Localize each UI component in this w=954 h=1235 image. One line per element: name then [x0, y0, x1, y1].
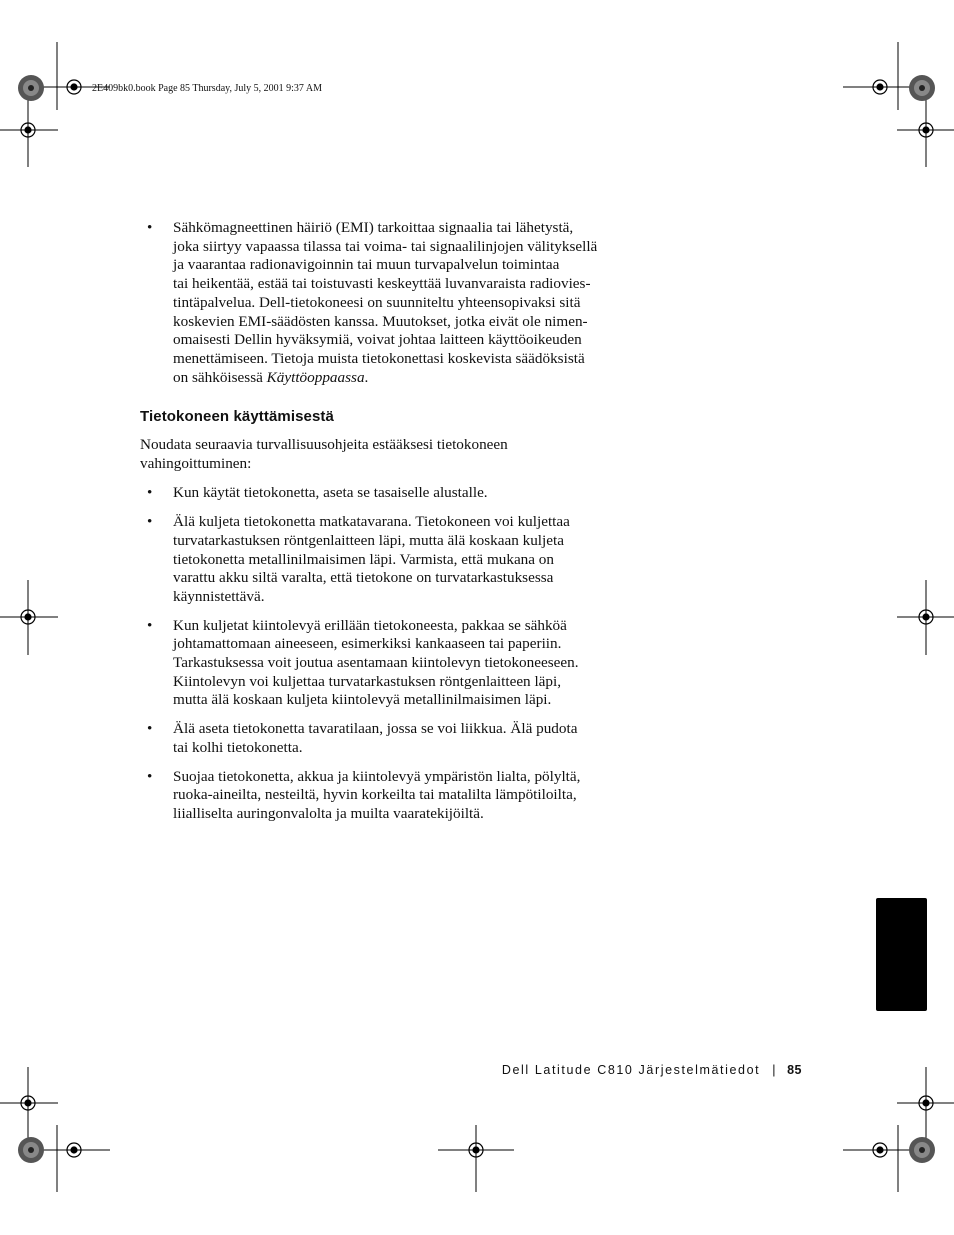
- list-item: [140, 219, 620, 387]
- chapter-tab: [876, 898, 927, 1011]
- list-item: • Älä aseta tietokonetta tavaratilaan, jossa se voi liikkua. Älä pudota tai kolhi tietokonetta.: [140, 720, 620, 757]
- emi-list: [140, 219, 620, 387]
- safety-list: [140, 484, 620, 823]
- section-heading: Tietokoneen käyttämisestä: [140, 408, 334, 426]
- emi-text: Sähkömagneettinen häiriö (EMI) tarkoittaa signaalia tai lähetystä, joka siirtyy vapaassa tilassa tai voima- tai signaalilinjojen välityksellä ja vaarantaa radionavigoinnin tai muun turvapalvelun toimintaa tai heikentää, estää tai toistuvasti keskeyttää luvanvaraista radiovies- tintäpalvelua. Dell-tietokoneesi on suunniteltu yhteensopivaksi sitä koskevien EMI-säädösten kanssa. Muutokset, jotka eivät ole nimen- omaisesti Dellin hyväksymiä, voivat johtaa laitteen käyttöoikeuden menettämiseen. Tietoja muista tietokonettasi koskevista säädöksistä on sähköisessä: [173, 219, 598, 386]
- list-item: • Kun kuljetat kiintolevyä erillään tietokoneesta, pakkaa se sähköä johtamattomaan aineeseen, esimerkiksi kankaaseen tai paperiin. Tarkastuksessa voit joutua asentamaan kiintolevyn tietokoneeseen. Kiintolevyn voi kuljettaa turvatarkastuksen röntgenlaitteen läpi, mutta älä koskaan kuljeta kiintolevyä metallinilmaisimen läpi.: [140, 617, 620, 711]
- list-item: • Kun käytät tietokonetta, aseta se tasaiselle alustalle.: [140, 484, 620, 503]
- emi-italic-title: Käyttöoppaassa: [266, 368, 365, 386]
- page-number: 85: [787, 1063, 802, 1077]
- page-footer: [502, 1063, 802, 1077]
- list-item: • Suojaa tietokonetta, akkua ja kiintolevyä ympäristön lialta, pölyltä, ruoka-aineilta, nesteiltä, hyvin korkeilta tai matalilta lämpötiloilta, liialliselta auringonvalolta ja muilta vaaratekijöiltä.: [140, 768, 620, 824]
- list-item: • Älä kuljeta tietokonetta matkatavarana. Tietokoneen voi kuljettaa turvatarkastuksen röntgenlaitteen läpi, mutta älä koskaan kuljeta tietokonetta metallinilmaisimen läpi. Varmista, että mukana on varattu akku siltä varalta, että tietokone on turvatarkastuksessa käynnistettävä.: [140, 513, 620, 607]
- section-intro: Noudata seuraavia turvallisuusohjeita estääksesi tietokoneen vahingoittuminen:: [140, 436, 508, 472]
- footer-separator: |: [772, 1063, 778, 1077]
- footer-title: Dell Latitude C810 Järjestelmätiedot: [501, 1063, 761, 1077]
- print-header: 2E409bk0.book Page 85 Thursday, July 5, 2001 9:37 AM: [92, 83, 322, 94]
- page-content: [140, 219, 620, 834]
- emi-end: .: [364, 368, 369, 386]
